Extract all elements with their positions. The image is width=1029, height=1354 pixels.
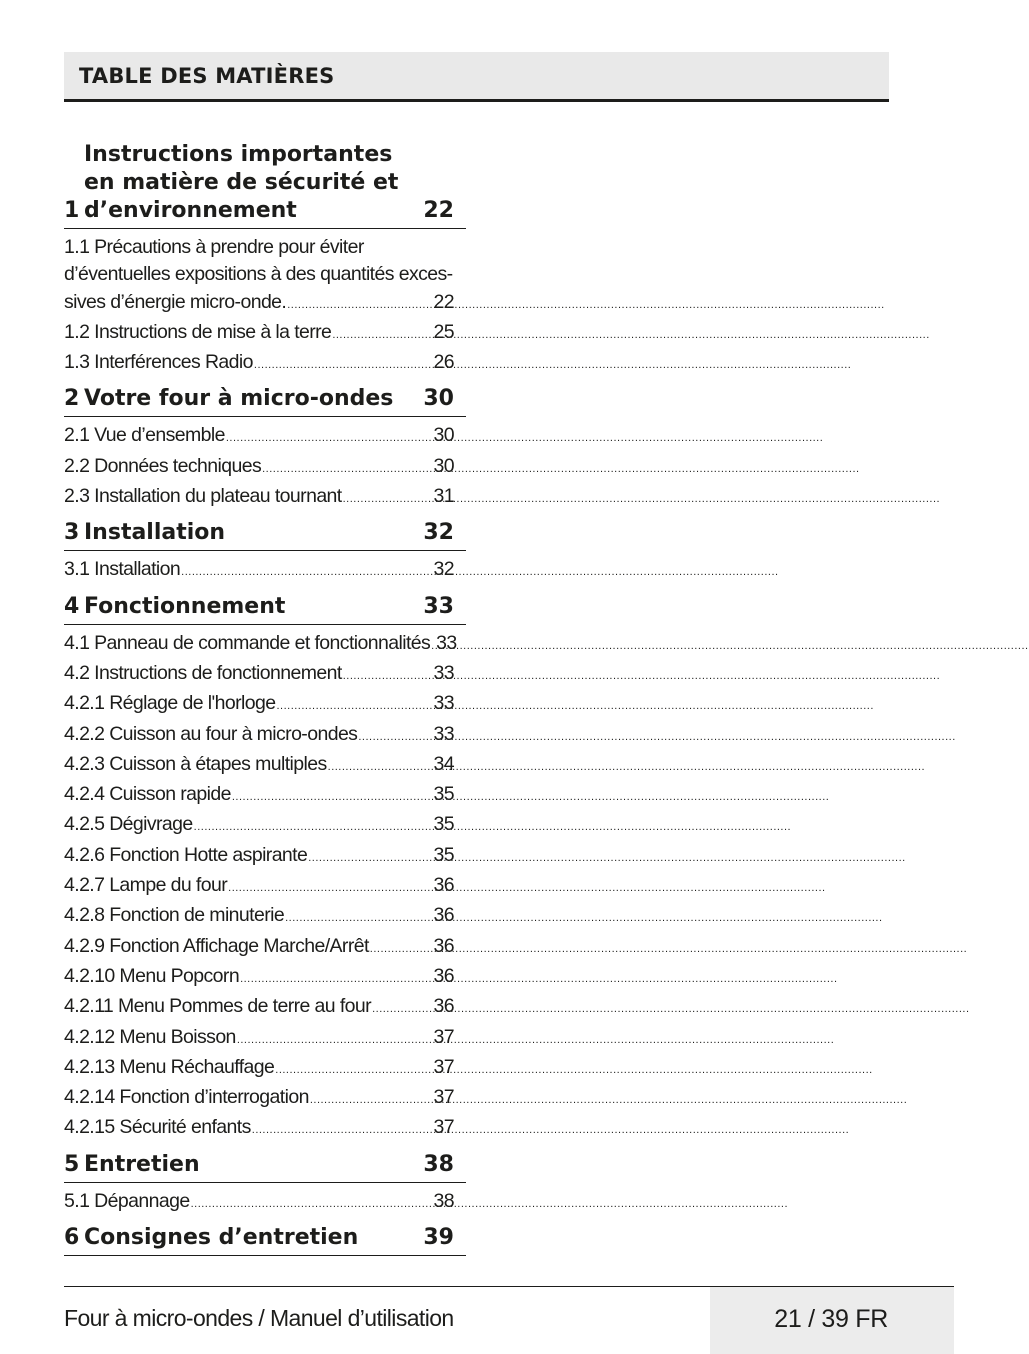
- toc-entry-text: 4.2.15 Sécurité enfants: [64, 1116, 251, 1139]
- toc-entry[interactable]: [64, 781, 454, 811]
- toc-entry-page: 36: [433, 934, 454, 957]
- section-number: 2: [64, 386, 80, 412]
- toc-entry[interactable]: [64, 902, 454, 932]
- toc-entry[interactable]: [64, 1024, 454, 1054]
- section-entries: [64, 1183, 466, 1221]
- section-title: [84, 519, 413, 547]
- toc-entry-page: 34: [433, 752, 454, 775]
- toc-entry-text: 4.2.10 Menu Popcorn: [64, 964, 240, 987]
- toc-entry-page: 35: [433, 843, 454, 866]
- toc-entry[interactable]: [64, 289, 454, 319]
- dot-leader: [431, 633, 435, 660]
- toc-entry[interactable]: [64, 811, 454, 841]
- section-heading[interactable]: [64, 138, 466, 229]
- toc-entry-line: 1.1 Précautions à prendre pour éviter: [64, 236, 364, 258]
- toc-entry-text: 4.2.4 Cuisson rapide: [64, 783, 231, 806]
- toc-entry-text: 4.2.6 Fonction Hotte aspirante: [64, 843, 308, 866]
- toc-entry-text: 2.3 Installation du plateau tournant: [64, 485, 342, 508]
- section-entries: [64, 625, 466, 1148]
- toc-entry[interactable]: [64, 1084, 454, 1114]
- section-title: [84, 385, 413, 413]
- dot-leader: [262, 456, 432, 483]
- toc-entry[interactable]: [64, 1114, 454, 1144]
- toc-entry-page: 22: [433, 290, 454, 313]
- section-entries: [64, 229, 466, 382]
- toc-entry-page: 32: [433, 558, 454, 581]
- toc-entry-page: 33: [436, 631, 457, 654]
- toc-entry[interactable]: [64, 933, 454, 963]
- toc-entry-text: 2.1 Vue d’ensemble: [64, 424, 225, 447]
- toc-entry[interactable]: [64, 751, 454, 781]
- toc-entry-text: 4.2.5 Dégivrage: [64, 813, 193, 836]
- toc-entry-page: 36: [433, 874, 454, 897]
- section-number: 6: [64, 1225, 80, 1251]
- section-title-line: d’environnement: [84, 198, 297, 223]
- toc-entry-page: 36: [433, 904, 454, 927]
- toc-entry-text: 4.2.13 Menu Réchauffage: [64, 1055, 275, 1078]
- dot-leader: [232, 784, 433, 811]
- section-heading[interactable]: [64, 1148, 466, 1183]
- section-number: 1: [64, 198, 80, 223]
- toc-entry-text: 1.3 Interférences Radio: [64, 351, 253, 374]
- toc-entry[interactable]: [64, 1188, 454, 1218]
- section-page-number: 22: [423, 198, 454, 223]
- toc-entry-line: d’éventuelles expositions à des quantités exces-: [64, 263, 453, 286]
- toc-entry-page: 25: [433, 320, 454, 343]
- toc-entry[interactable]: [64, 422, 454, 452]
- toc-entry-text: 4.2.7 Lampe du four: [64, 874, 228, 897]
- toc-entry[interactable]: [64, 993, 454, 1023]
- section-page-number: 39: [423, 1225, 454, 1251]
- toc-entry-page: 33: [433, 692, 454, 715]
- section-entries: [64, 417, 466, 516]
- toc-entry-page: 37: [433, 1055, 454, 1078]
- toc-entry[interactable]: [64, 556, 454, 586]
- toc-entry-page: 37: [433, 1086, 454, 1109]
- toc-entry-page: 38: [433, 1189, 454, 1212]
- section-number: 5: [64, 1151, 80, 1177]
- toc-entry-page: 37: [433, 1025, 454, 1048]
- dot-leader: [358, 724, 432, 751]
- dot-leader: [332, 322, 432, 349]
- section-title-line: Instructions importantes: [84, 142, 393, 167]
- dot-leader: [191, 1191, 433, 1218]
- section-title-line: Votre four à micro-ondes: [84, 386, 394, 412]
- toc-entry[interactable]: [64, 872, 454, 902]
- toc-entry[interactable]: [64, 483, 454, 513]
- dot-leader: [252, 1117, 433, 1144]
- toc-entry-page: 26: [433, 351, 454, 374]
- toc-entry-page: 33: [433, 722, 454, 745]
- toc-entry-page: 33: [433, 661, 454, 684]
- section-page-number: 38: [423, 1151, 454, 1177]
- toc-entry[interactable]: [64, 660, 454, 690]
- dot-leader: [310, 1087, 433, 1114]
- section-title: [84, 1224, 413, 1252]
- section-page-number: 33: [423, 593, 454, 619]
- toc-entry[interactable]: [64, 721, 454, 751]
- toc-entry-text: 4.2.11 Menu Pommes de terre au four: [64, 995, 372, 1018]
- toc-entry-page: 36: [433, 964, 454, 987]
- dot-leader: [328, 754, 433, 781]
- section-heading[interactable]: [64, 1221, 466, 1256]
- dot-leader: [343, 663, 433, 690]
- dot-leader: [370, 936, 433, 963]
- toc-entry[interactable]: [64, 690, 454, 720]
- page-title: TABLE DES MATIÈRES: [79, 64, 335, 88]
- toc-entry-text: 5.1 Dépannage: [64, 1189, 190, 1212]
- toc-entry-page: 35: [433, 783, 454, 806]
- toc-entry-text: 4.2.12 Menu Boisson: [64, 1025, 236, 1048]
- section-heading[interactable]: [64, 516, 466, 551]
- toc-entry-text: 4.2.1 Réglage de l'horloge: [64, 692, 276, 715]
- table-of-contents: [64, 138, 466, 1256]
- section-title-line: Entretien: [84, 1151, 200, 1177]
- toc-entry-text: 4.2.2 Cuisson au four à micro-ondes: [64, 722, 358, 745]
- toc-entry[interactable]: [64, 349, 454, 379]
- section-title-line: Installation: [84, 520, 226, 546]
- dot-leader: [285, 905, 432, 932]
- section-page-number: 30: [423, 386, 454, 412]
- toc-entry-page: 37: [433, 1116, 454, 1139]
- dot-leader: [228, 875, 432, 902]
- toc-entry-page: 30: [433, 424, 454, 447]
- toc-entry-text: 4.1 Panneau de commande et fonctionnalités: [64, 631, 431, 654]
- toc-entry[interactable]: [64, 453, 454, 483]
- dot-leader: [240, 966, 432, 993]
- toc-entry-text: 4.2.14 Fonction d’interrogation: [64, 1086, 309, 1109]
- section-heading[interactable]: [64, 382, 466, 417]
- dot-leader: [237, 1027, 433, 1054]
- section-title-line: Consignes d’entretien: [84, 1225, 359, 1251]
- section-title-line: Fonctionnement: [84, 593, 286, 619]
- section-number: 4: [64, 593, 80, 619]
- toc-entry-page: 36: [433, 995, 454, 1018]
- toc-entry-page: 35: [433, 813, 454, 836]
- toc-entry-text: sives d’énergie micro-onde.: [64, 290, 287, 313]
- dot-leader: [226, 425, 433, 452]
- dot-leader: [254, 352, 433, 379]
- toc-entry-text: 2.2 Données techniques: [64, 454, 262, 477]
- section-title: [84, 1151, 413, 1179]
- footer-manual-title: Four à micro-ondes / Manuel d’utilisation: [64, 1305, 454, 1331]
- header-band: [64, 52, 889, 102]
- toc-entry-text: 4.2 Instructions de fonctionnement: [64, 661, 342, 684]
- section-heading[interactable]: [64, 590, 466, 625]
- toc-entry-text: 3.1 Installation: [64, 558, 181, 581]
- dot-leader: [275, 1057, 432, 1084]
- dot-leader: [308, 845, 432, 872]
- toc-entry-text: 4.2.8 Fonction de minuterie: [64, 904, 285, 927]
- toc-entry-page: 30: [433, 454, 454, 477]
- section-title-line: en matière de sécurité et: [84, 170, 399, 195]
- section-number: 3: [64, 520, 80, 546]
- dot-leader: [181, 559, 432, 586]
- section-title: [84, 141, 413, 225]
- dot-leader: [343, 486, 433, 513]
- toc-entry[interactable]: [64, 1054, 454, 1084]
- dot-leader: [276, 693, 432, 720]
- toc-entry[interactable]: [64, 319, 454, 349]
- toc-entry-page: 31: [433, 485, 454, 508]
- dot-leader: [194, 814, 433, 841]
- footer-page-number: 21 / 39 FR: [774, 1305, 888, 1333]
- section-entries: [64, 551, 466, 589]
- toc-entry[interactable]: [64, 630, 457, 660]
- dot-leader: [372, 996, 432, 1023]
- dot-leader: [287, 292, 432, 319]
- toc-entry-text: 1.2 Instructions de mise à la terre: [64, 320, 332, 343]
- toc-entry[interactable]: [64, 963, 454, 993]
- section-page-number: 32: [423, 520, 454, 546]
- toc-entry[interactable]: [64, 842, 454, 872]
- section-title: [84, 593, 413, 621]
- toc-entry-text: 4.2.3 Cuisson à étapes multiples: [64, 752, 327, 775]
- toc-entry-text: 4.2.9 Fonction Affichage Marche/Arrêt: [64, 934, 369, 957]
